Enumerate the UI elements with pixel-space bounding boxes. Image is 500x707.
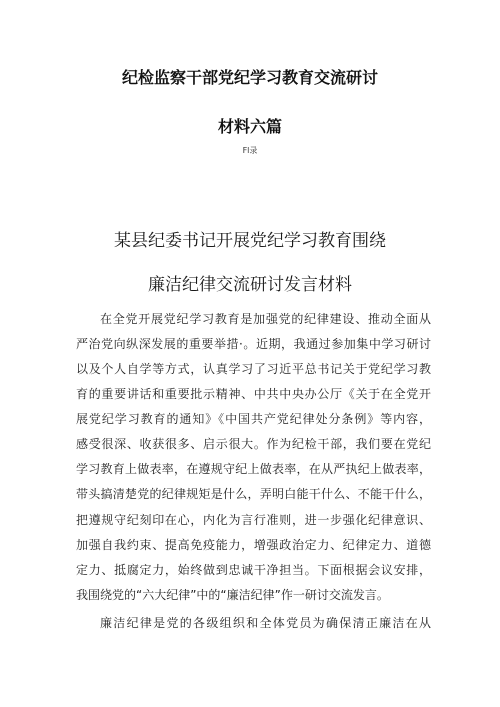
paragraph-1-line: 严治党向纵深发展的重要举措·。近期，我通过参加集中学习研讨 — [76, 337, 431, 351]
paragraph-1-line: 我围绕党的“六大纪律”中的“廉洁纪律”作一研讨交流发言。 — [76, 588, 389, 602]
paragraph-1-line: 感受很深、收获很多、启示很大。作为纪检干部，我们要在党纪 — [76, 437, 431, 451]
article-title-line-1: 某县纪委书记开展党纪学习教育围绕 — [114, 231, 386, 251]
paragraph-1-line: 定力、抵腐定力，始终做到忠诚干净担当。下面根据会议安排， — [76, 563, 431, 577]
paragraph-1-line: 学习教育上做表率，在遵规守纪上做表率，在从严执纪上做表率， — [76, 462, 431, 476]
document-title-line-1: 纪检监察干部党纪学习教育交流研讨 — [121, 68, 378, 87]
paragraph-1-line: 带头搞清楚党的纪律规矩是什么，弄明白能干什么、不能干什么， — [76, 487, 431, 501]
paragraph-1-line: 展党纪学习教育的通知》《中国共产党纪律处分条例》等内容， — [76, 412, 431, 426]
paragraph-1-line: 以及个人自学等方式，认真学习了习近平总书记关于党纪学习教 — [76, 362, 431, 376]
table-of-contents-mark: Fl录 — [242, 146, 258, 155]
paragraph-2-line: 廉洁纪律是党的各级组织和全体党员为确保清正廉洁在从 — [100, 616, 431, 630]
article-title-line-2: 廉洁纪律交流研讨发言材料 — [148, 275, 352, 295]
paragraph-1-line: 把遵规守纪刻印在心，内化为言行准则，进一步强化纪律意识、 — [76, 513, 431, 527]
paragraph-1-line: 在全党开展党纪学习教育是加强党的纪律建设、推动全面从 — [100, 312, 431, 326]
paragraph-1-line: 加强自我约束、提高免疫能力，增强政治定力、纪律定力、道德 — [76, 538, 431, 552]
paragraph-1-line: 育的重要讲话和重要批示精神、中共中央办公厅《关于在全党开 — [76, 387, 431, 401]
document-title-line-2: 材料六篇 — [217, 117, 282, 136]
